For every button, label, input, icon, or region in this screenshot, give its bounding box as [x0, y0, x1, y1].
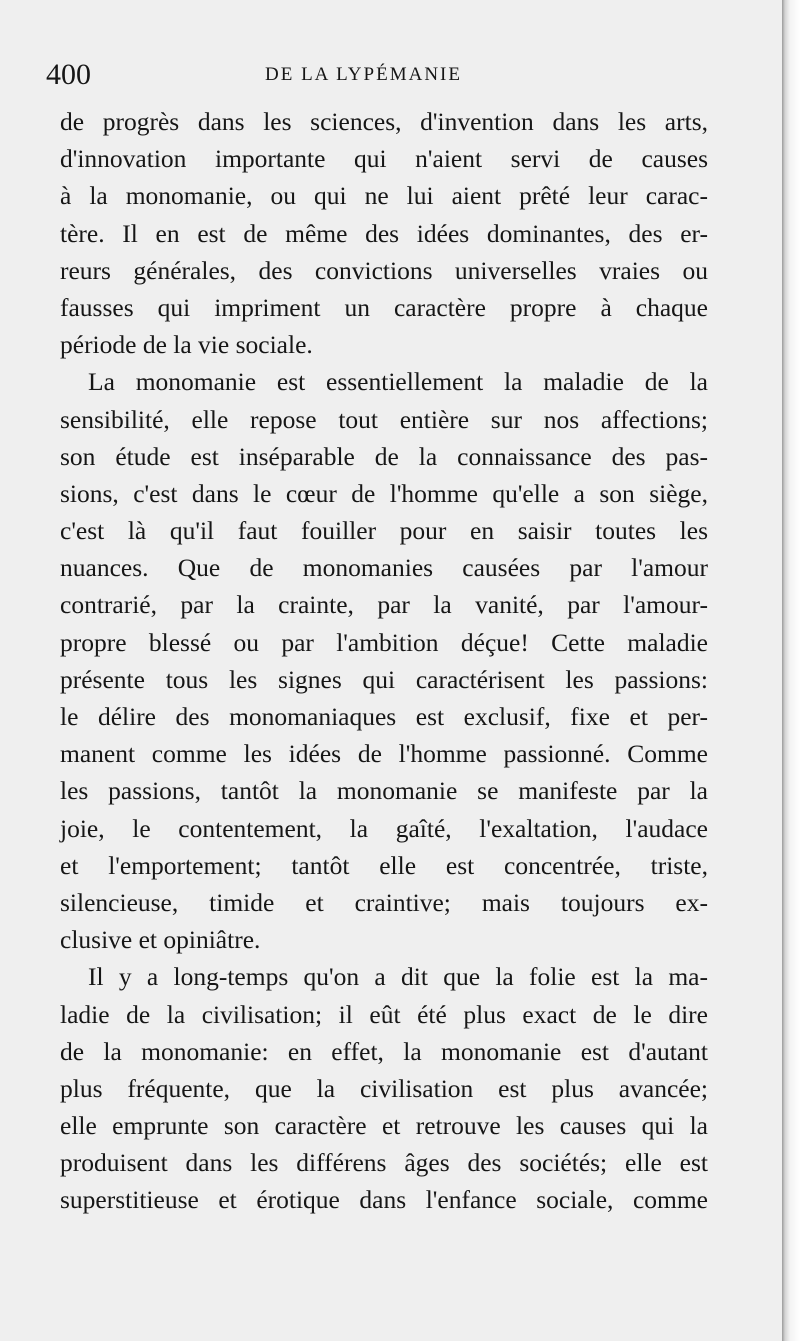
text-line: les passions, tantôt la monomanie se manifeste par la — [60, 776, 708, 806]
text-line: reurs générales, des convictions universelles vraies ou — [60, 255, 708, 285]
text-line: superstitieuse et érotique dans l'enfance sociale, comme — [60, 1185, 708, 1215]
text-line: produisent dans les différens âges des sociétés; elle est — [60, 1148, 708, 1178]
text-line: Il y a long-temps qu'on a dit que la folie est la ma- — [88, 962, 708, 992]
text-line: propre blessé ou par l'ambition déçue! Cette maladie — [60, 627, 708, 657]
text-line: nuances. Que de monomanies causées par l'amour — [60, 553, 708, 583]
text-line: elle emprunte son caractère et retrouve les causes qui la — [60, 1111, 708, 1141]
text-line: d'innovation importante qui n'aient servi de causes — [60, 144, 708, 174]
text-line: et l'emportement; tantôt elle est concentrée, triste, — [60, 850, 708, 880]
text-line: de progrès dans les sciences, d'invention dans les arts, — [60, 107, 708, 136]
text-line: sensibilité, elle repose tout entière sur nos affections; — [60, 404, 708, 434]
text-line: de la monomanie: en effet, la monomanie est d'autant — [60, 1036, 708, 1066]
text-line: ladie de la civilisation; il eût été plus exact de le dire — [60, 999, 708, 1029]
text-line: joie, le contentement, la gaîté, l'exaltation, l'audace — [60, 813, 708, 843]
body-text — [60, 103, 708, 1219]
text-line: fausses qui impriment un caractère propre à chaque — [60, 292, 708, 322]
text-line: tère. Il en est de même des idées dominantes, des er- — [60, 218, 708, 248]
text-line: plus fréquente, que la civilisation est plus avancée; — [60, 1073, 708, 1103]
page-number: 400 — [46, 58, 91, 91]
text-line: son étude est inséparable de la connaissance des pas- — [60, 441, 708, 471]
text-line: manent comme les idées de l'homme passionné. Comme — [60, 739, 708, 769]
running-head — [46, 55, 706, 95]
text-line: clusive et opiniâtre. — [60, 925, 261, 955]
text-line: La monomanie est essentiellement la maladie de la — [88, 367, 708, 397]
text-line: silencieuse, timide et craintive; mais toujours ex- — [60, 887, 708, 917]
text-line: sions, c'est dans le cœur de l'homme qu'elle a son siège, — [60, 478, 708, 508]
page-edge-shadow — [782, 0, 800, 1341]
text-line: contrarié, par la crainte, par la vanité, par l'amour- — [60, 590, 708, 620]
text-line: présente tous les signes qui caractérisent les passions: — [60, 664, 708, 694]
text-line: c'est là qu'il faut fouiller pour en saisir toutes les — [60, 516, 708, 546]
text-line: à la monomanie, ou qui ne lui aient prêté leur carac- — [60, 181, 708, 211]
running-title: DE LA LYPÉMANIE — [265, 64, 462, 85]
text-line: période de la vie sociale. — [60, 330, 313, 360]
text-line: le délire des monomaniaques est exclusif, fixe et per- — [60, 702, 708, 731]
